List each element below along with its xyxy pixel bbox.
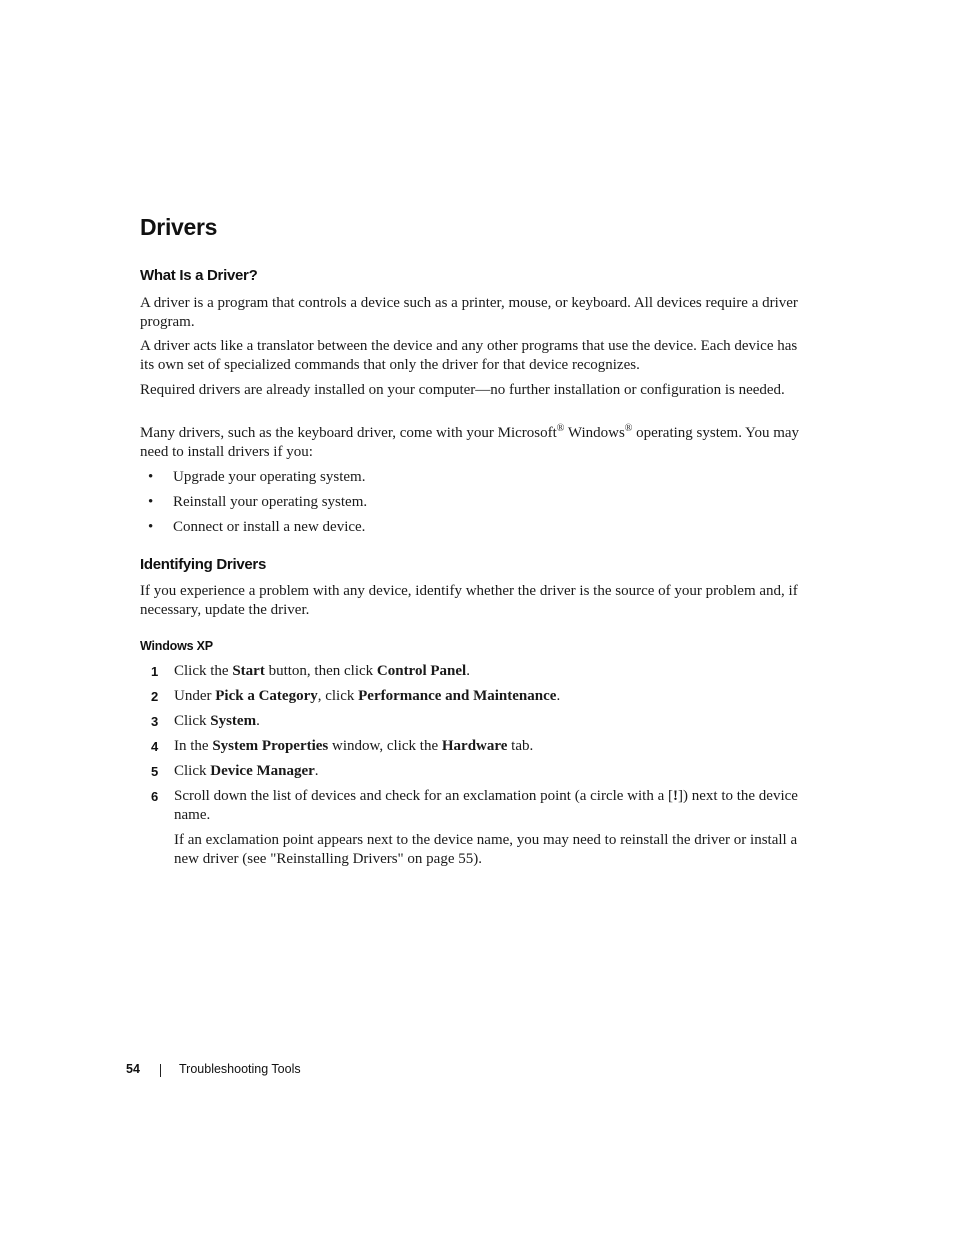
- text-segment: operating system. You may need to install drivers if you:: [140, 425, 800, 460]
- step-text: [174, 712, 819, 731]
- step-text: [174, 787, 819, 825]
- bullet-icon: •: [148, 469, 154, 485]
- step-number: 6: [151, 789, 159, 804]
- list-item-text: Connect or install a new device.: [173, 519, 366, 535]
- list-item-text: Reinstall your operating system.: [173, 494, 368, 510]
- text-segment: window, click the: [328, 738, 442, 754]
- list-item: [148, 493, 367, 512]
- step-text: [174, 662, 819, 681]
- ui-term: Pick a Category: [215, 688, 318, 704]
- ui-term: System: [210, 713, 257, 729]
- text-segment: Windows: [564, 425, 625, 441]
- paragraph-many-drivers: [140, 424, 815, 462]
- page-number: 54: [126, 1062, 140, 1076]
- text-segment: .: [314, 763, 319, 779]
- step-number: 3: [151, 714, 159, 729]
- step-text: [174, 762, 819, 781]
- paragraph-required-drivers: Required drivers are already installed on your computer—no further installation or configuration is needed.: [140, 382, 785, 398]
- step-text: [174, 687, 819, 706]
- page-title: Drivers: [140, 214, 218, 240]
- list-item: [148, 468, 365, 487]
- ui-term: !: [673, 788, 678, 804]
- ui-term: Device Manager: [210, 763, 315, 779]
- text-segment: button, then click: [264, 663, 377, 679]
- text-segment: Click the: [174, 663, 233, 679]
- list-item: [148, 518, 365, 537]
- step-number: 5: [151, 764, 159, 779]
- text-segment: Many drivers, such as the keyboard driver, come with your Microsoft: [140, 425, 557, 441]
- section-heading-identifying-drivers: Identifying Drivers: [140, 556, 266, 573]
- footer-section-title: Troubleshooting Tools: [179, 1062, 301, 1076]
- section-heading-what-is-a-driver: What Is a Driver?: [140, 267, 258, 284]
- text-segment: Click: [174, 713, 211, 729]
- list-item-text: Upgrade your operating system.: [173, 469, 366, 485]
- text-segment: , click: [317, 688, 359, 704]
- step-number: 2: [151, 689, 159, 704]
- step-number: 1: [151, 664, 159, 679]
- text-segment: Under: [174, 688, 216, 704]
- text-segment: .: [556, 688, 561, 704]
- bullet-icon: •: [148, 519, 154, 535]
- text-segment: tab.: [507, 738, 534, 754]
- ui-term: Performance and Maintenance: [358, 688, 557, 704]
- text-segment: In the: [174, 738, 213, 754]
- step-text: [174, 737, 819, 756]
- step-number: 4: [151, 739, 159, 754]
- text-segment: Scroll down the list of devices and check for an exclamation point (a circle with a [: [174, 788, 673, 804]
- ui-term: System Properties: [212, 738, 329, 754]
- text-segment: Click: [174, 763, 211, 779]
- text-segment: ]) next to the device name.: [174, 788, 798, 823]
- bullet-icon: •: [148, 494, 154, 510]
- ui-term: Start: [232, 663, 265, 679]
- subheading-windows-xp: Windows XP: [140, 639, 213, 653]
- paragraph-driver-translator: A driver acts like a translator between the device and any other programs that use the device. Each device has its own set of specialized commands that only the driver for that device recognizes.: [140, 338, 798, 373]
- paragraph-identify-problem: If you experience a problem with any device, identify whether the driver is the source of your problem and, if necessary, update the driver.: [140, 583, 798, 618]
- paragraph-driver-definition: A driver is a program that controls a device such as a printer, mouse, or keyboard. All devices require a driver program.: [140, 295, 798, 330]
- ui-term: Control Panel: [376, 663, 467, 679]
- step-note: If an exclamation point appears next to the device name, you may need to reinstall the driver or install a new driver (see "Reinstalling Drivers" on page 55).: [174, 832, 798, 867]
- text-segment: .: [466, 663, 470, 679]
- text-segment: .: [256, 713, 260, 729]
- registered-mark: ®: [624, 423, 633, 434]
- footer-divider: [160, 1064, 161, 1077]
- ui-term: Hardware: [441, 738, 508, 754]
- registered-mark: ®: [556, 423, 565, 434]
